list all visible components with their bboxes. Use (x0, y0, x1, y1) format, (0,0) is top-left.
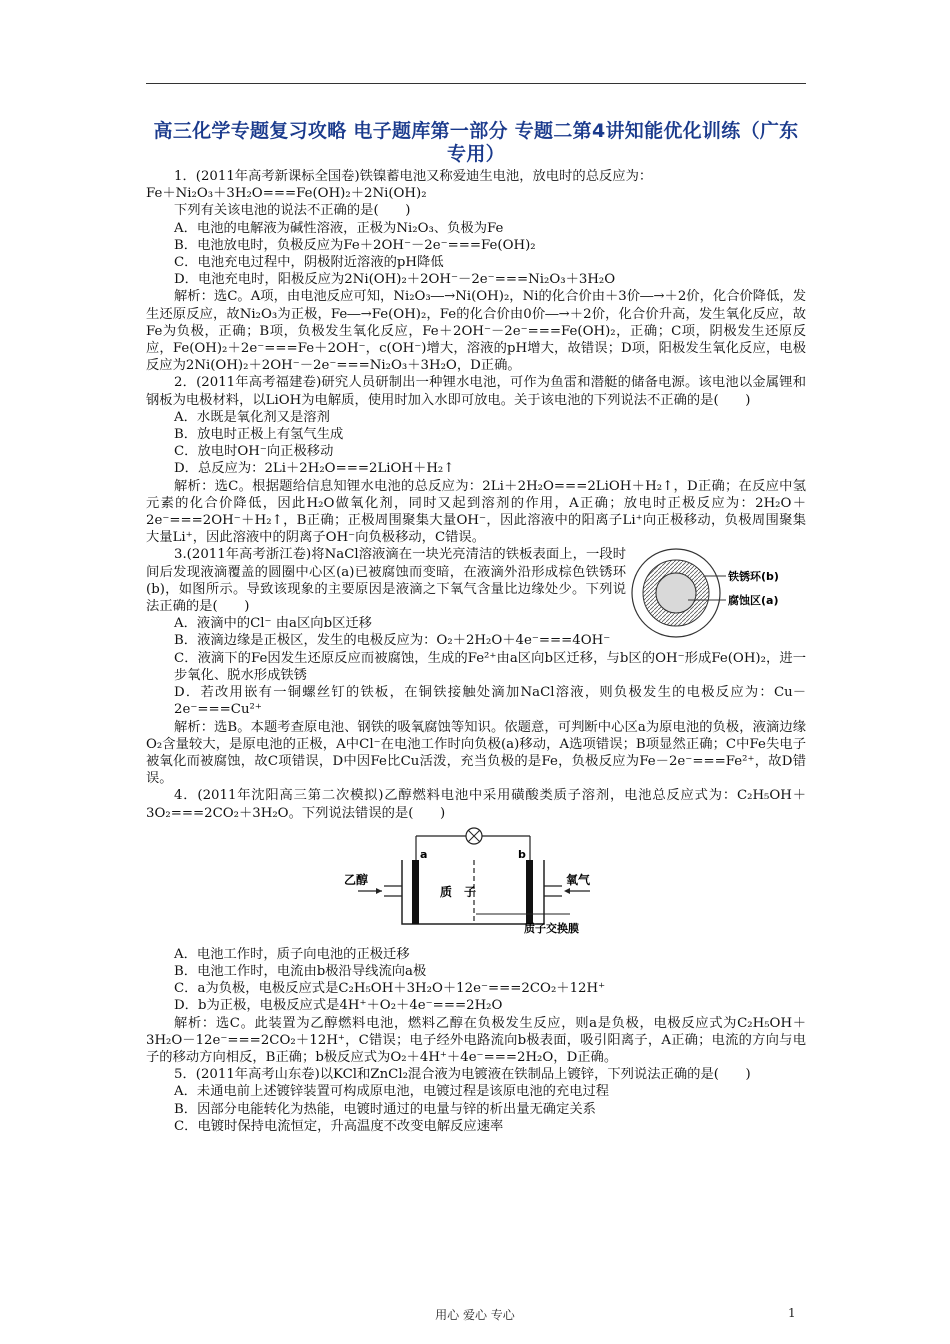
q4-option-c: C．a为负极，电极反应式是C₂H₅OH＋3H₂O＋12e⁻===2CO₂＋12H⁺ (174, 981, 606, 997)
q1-stem: 1．(2011年高考新课标全国卷)铁镍蓄电池又称爱迪生电池，放电时的总反应为： (174, 169, 653, 184)
q3-option-c: C．液滴下的Fe因发生还原反应而被腐蚀，生成的Fe²⁺由a区向b区迁移，与b区的OH⁻形成Fe(OH)₂，进一步氧化、脱水形成铁锈 (174, 650, 806, 683)
q2-analysis: 解析：选C。根据题给信息知锂水电池的总反应为：2Li＋2H₂O===2LiOH＋H₂↑，D正确；在反应中氢元素的化合价降低，因此H₂O做氧化剂，同时又起到溶剂的作用，A正确；放电时正极反应为：2H₂O＋2e⁻===2OH⁻＋H₂↑，B正确；正极周围聚集大量OH⁻，因此溶液中的阳离子Li⁺向正极移动，负极周围聚集大量Li⁺，因此溶液中的阴离子OH⁻向负极移动，C错误。 (146, 478, 806, 546)
q2-option-a: A．水既是氧化剂又是溶剂 (174, 409, 330, 425)
ethanol-label: 乙醇 (344, 872, 369, 887)
q3-option-b: B．液滴边缘是正极区，发生的电极反应为：O₂＋2H₂O＋4e⁻===4OH⁻ (174, 633, 611, 649)
fuel-cell-figure (344, 824, 604, 944)
q2-option-c: C．放电时OH⁻向正极移动 (174, 444, 334, 460)
q1-equation: Fe＋Ni₂O₃＋3H₂O===Fe(OH)₂＋2Ni(OH)₂ (146, 186, 427, 202)
q5-stem: 5．(2011年高考山东卷)以KCl和ZnCl₂混合液为电镀液在铁制品上镀锌，下列说法正确的是( ) (174, 1067, 751, 1083)
q3-option-a: A．液滴中的Cl⁻ 由a区向b区迁移 (174, 616, 372, 632)
header-rule (146, 83, 806, 84)
q3-analysis: 解析：选B。本题考查原电池、钢铁的吸氧腐蚀等知识。依题意，可判断中心区a为原电池的负极，液滴边缘O₂含量较大，是原电池的正极，A中Cl⁻在电池工作时向负极(a)移动，A选项错误；B项显然正确；C中Fe失电子被氧化而被腐蚀，故C项错误，D中因Fe比Cu活泼，充当负极的是Fe，负极反应为Fe－2e⁻===Fe²⁺，故D错误。 (146, 719, 806, 787)
q1-question: 下列有关该电池的说法不正确的是( ) (174, 203, 411, 219)
q5-option-b: B．因部分电能转化为热能，电镀时通过的电量与锌的析出量无确定关系 (174, 1101, 596, 1117)
electrode-b-label: b (518, 847, 526, 861)
membrane-label: 质子交换膜 (524, 921, 579, 935)
q1-option-b: B．电池放电时，负极反应为Fe＋2OH⁻－2e⁻===Fe(OH)₂ (174, 237, 536, 253)
q4-option-d: D．b为正极，电极反应式是4H⁺＋O₂＋4e⁻===2H₂O (174, 998, 503, 1014)
q1-option-a: A．电池的电解液为碱性溶液，正极为Ni₂O₃、负极为Fe (174, 220, 504, 236)
oxygen-label: 氧气 (566, 872, 591, 887)
q1-option-d: D．电池充电时，阳极反应为2Ni(OH)₂＋2OH⁻－2e⁻===Ni₂O₃＋3H₂O (174, 272, 616, 288)
document-body (146, 168, 806, 1135)
q2-option-d: D．总反应为：2Li＋2H₂O===2LiOH＋H₂↑ (174, 461, 455, 477)
q2-option-b: B．放电时正极上有氢气生成 (174, 427, 344, 443)
electrode-a (412, 860, 419, 924)
proton-label: 质 子 (440, 884, 477, 899)
corrosion-zone-label: 腐蚀区(a) (728, 594, 779, 608)
page-title: 高三化学专题复习攻略 电子题库第一部分 专题二第4讲知能优化训练（广东专用） (153, 120, 799, 165)
electrode-a-label: a (420, 847, 428, 861)
q1-option-c: C．电池充电过程中，阴极附近溶液的pH降低 (174, 255, 444, 271)
droplet-corrosion-figure (626, 546, 806, 641)
q4-stem: 4．(2011年沈阳高三第二次模拟)乙醇燃料电池中采用磺酸类质子溶剂，电池总反应式为：C₂H₅OH＋3O₂===2CO₂＋3H₂O。下列说法错误的是( ) (146, 788, 806, 821)
q4-option-b: B．电池工作时，电流由b极沿导线流向a极 (174, 963, 427, 979)
q3-stem: 3.(2011年高考浙江卷)将NaCl溶液滴在一块光亮清洁的铁板表面上，一段时间后发现液滴覆盖的圆圈中心区(a)已被腐蚀而变暗，在液滴外沿形成棕色铁锈环(b)，如图所示。导致该现象的主要原因是液滴之下氧气含量比边缘处少。下列说法正确的是( ) (146, 547, 626, 615)
q4-analysis: 解析：选C。此装置为乙醇燃料电池，燃料乙醇在负极发生反应，则a是负极，电极反应式为C₂H₅OH＋3H₂O－12e⁻===2CO₂＋12H⁺，C错误；电子经外电路流向b极表面，吸引阳离子，A正确；电流的方向与电子的移动方向相反，B正确；b极反应式为O₂＋4H⁺＋4e⁻===2H₂O，D正确。 (146, 1015, 806, 1065)
q4-option-a: A．电池工作时，质子向电池的正极迁移 (174, 946, 410, 962)
footer-text: 用心 爱心 专心 (435, 1308, 515, 1322)
q1-analysis: 解析：选C。A项，由电池反应可知，Ni₂O₃―→Ni(OH)₂，Ni的化合价由＋3价―→＋2价，化合价降低，发生还原反应，故Ni₂O₃为正极，Fe―→Fe(OH)₂，Fe的化合价由0价―→＋2价，化合价升高，发生氧化反应，故Fe为负极，正确；B项，负极发生氧化反应，Fe＋2OH⁻－2e⁻===Fe(OH)₂，正确；C项，阴极发生还原反应，Fe(OH)₂＋2e⁻===Fe＋2OH⁻，c(OH⁻)增大，溶液的pH增大，故错误；D项，阳极发生氧化反应，电极反应为2Ni(OH)₂＋2OH⁻－2e⁻===Ni₂O₃＋3H₂O，D正确。 (146, 289, 806, 374)
q2-stem: 2．(2011年高考福建卷)研究人员研制出一种锂水电池，可作为鱼雷和潜艇的储备电源。该电池以金属锂和钢板为电极材料，以LiOH为电解质，使用时加入水即可放电。关于该电池的下列说法不正确的是( ) (146, 375, 806, 408)
page-number: 1 (788, 1306, 796, 1320)
q5-option-a: A．未通电前上述镀锌装置可构成原电池，电镀过程是该原电池的充电过程 (174, 1084, 610, 1100)
q5-option-c: C．电镀时保持电流恒定，升高温度不改变电解反应速率 (174, 1118, 504, 1134)
rust-ring-label: 铁锈环(b) (728, 570, 779, 584)
q3-option-d: D．若改用嵌有一铜螺丝钉的铁板，在铜铁接触处滴加NaCl溶液，则负极发生的电极反应为：Cu－2e⁻===Cu²⁺ (174, 685, 806, 718)
